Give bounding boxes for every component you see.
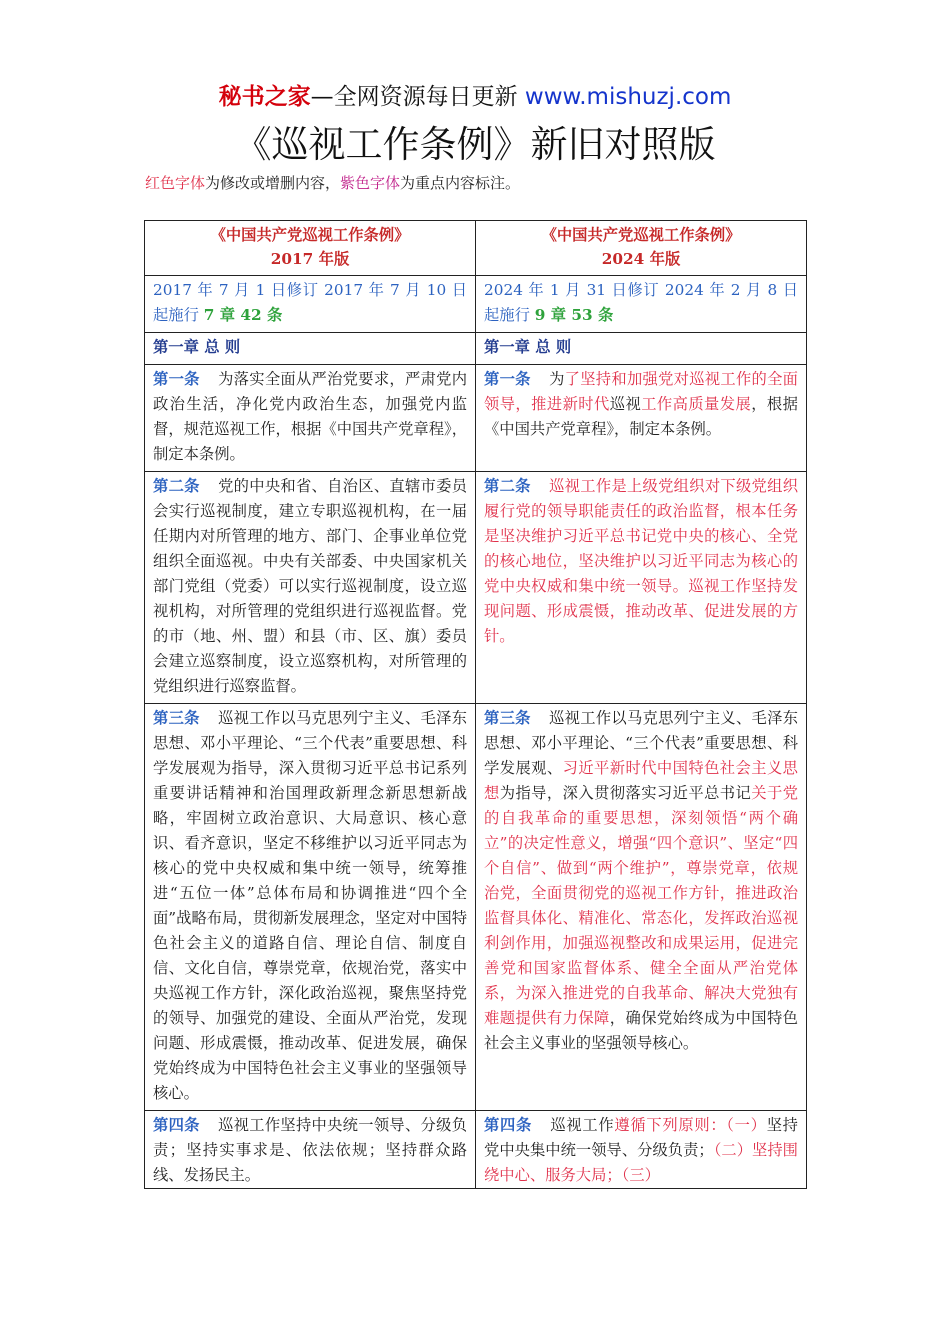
article-text: ，确保党始终成为中国特色社会主义事业的坚强领导核心。 (484, 1009, 798, 1052)
article-label: 第三条 (484, 709, 531, 727)
new-edition: 2024 年版 (601, 250, 681, 268)
document-title: 《巡视工作条例》新旧对照版 (234, 123, 716, 166)
table-row (145, 1111, 807, 1189)
old-article-3 (145, 704, 476, 1111)
table-row (145, 472, 807, 704)
legend-purple-label: 紫色字体 (340, 174, 401, 192)
new-regulation-name: 《中国共产党巡视工作条例》 (541, 226, 741, 244)
old-article-2 (145, 472, 476, 704)
new-article-1 (476, 365, 807, 472)
new-revision-info (476, 276, 807, 333)
old-regulation-name: 《中国共产党巡视工作条例》 (210, 226, 410, 244)
site-header (0, 80, 950, 114)
new-article-4 (476, 1111, 807, 1189)
article-text: 为 (549, 370, 565, 388)
article-label: 第二条 (484, 477, 531, 495)
modified-text: 工作高质量发展 (641, 395, 752, 413)
modified-text: 遵循下列原则：（一） (614, 1116, 767, 1134)
new-version-header (476, 221, 807, 276)
legend-red-desc: 为修改或增删内容， (205, 174, 341, 192)
new-chapter-heading: 第一章 总 则 (476, 333, 807, 365)
article-label: 第一条 (484, 370, 531, 388)
modified-text: 关于党的自我革命的重要思想，深刻领悟“两个确立”的决定性意义，增强“四个意识”、坚定“四个自信”、做到“两个维护”，尊崇党章，依规治党，全面贯彻党的巡视工作方针，推进政治监督具体化、精准化、常态化，发挥政治巡视利剑作用，加强巡视整改和成果运用，促进完善党和国家监督体系、健全全面从严治党体系，为深入推进党的自我革命、解决大党独有难题提供有力保障 (484, 784, 798, 1027)
old-revision-info (145, 276, 476, 333)
article-text: 为指导，深入贯彻落实习近平总书记 (499, 784, 752, 802)
article-label: 第二条 (153, 477, 200, 495)
article-label: 第四条 (484, 1116, 532, 1134)
old-chapter-heading: 第一章 总 则 (145, 333, 476, 365)
article-text: 巡视工作坚持中央统一领导、分级负责；坚持实事求是、依法依规；坚持群众路线、发扬民主。 (153, 1116, 467, 1184)
site-name: 秘书之家 (218, 84, 311, 110)
article-text: 为落实全面从严治党要求，严肃党内政治生活，净化党内政治生态，加强党内监督，规范巡视工作，根据《中国共产党章程》，制定本条例。 (153, 370, 467, 463)
legend-purple-desc: 为重点内容标注。 (400, 174, 521, 192)
new-revision-dates: 2024 年 1 月 31 日修订 2024 年 2 月 8 日起施行 (484, 281, 798, 324)
site-tagline: —全网资源每日更新 (310, 84, 525, 110)
table-row (145, 365, 807, 472)
new-article-3 (476, 704, 807, 1111)
site-url[interactable]: www.mishuzj.com (524, 84, 732, 110)
comparison-table (144, 220, 807, 1189)
old-article-4 (145, 1111, 476, 1189)
article-label: 第四条 (153, 1116, 200, 1134)
old-version-header (145, 221, 476, 276)
table-header-row (145, 221, 807, 276)
modified-text: 习近平新时代中国特色社会主义思想 (484, 759, 798, 802)
modified-text: （二）坚持围绕中心、服务大局；（三） (484, 1141, 798, 1184)
article-text: 巡视 (609, 395, 642, 413)
modified-text: 了坚持和加强党对巡视工作的全面领导，推进新时代 (484, 370, 798, 413)
table-row (145, 276, 807, 333)
old-article-1 (145, 365, 476, 472)
article-text: 巡视工作以马克思列宁主义、毛泽东思想、邓小平理论、“三个代表”重要思想、科学发展观、 (484, 709, 798, 777)
old-revision-dates: 2017 年 7 月 1 日修订 2017 年 7 月 10 日起施行 (153, 281, 467, 324)
article-text: 巡视工作 (550, 1116, 615, 1134)
new-article-2 (476, 472, 807, 704)
legend-red-label: 红色字体 (145, 174, 206, 192)
legend (145, 172, 520, 194)
new-chapter-count: 9 章 53 条 (534, 306, 614, 324)
article-label: 第三条 (153, 709, 200, 727)
article-label: 第一条 (153, 370, 200, 388)
article-text: 巡视工作以马克思列宁主义、毛泽东思想、邓小平理论、“三个代表”重要思想、科学发展观为指导，深入贯彻习近平总书记系列重要讲话精神和治国理政新理念新思想新战略，牢固树立政治意识、大局意识、核心意识、看齐意识，坚定不移维护以习近平同志为核心的党中央权威和集中统一领导，统筹推进“五位一体”总体布局和协调推进“四个全面”战略布局，贯彻新发展理念，坚定对中国特色社会主义的道路自信、理论自信、制度自信、文化自信，尊崇党章，依规治党，落实中央巡视工作方针，深化政治巡视，聚焦坚持党的领导、加强党的建设、全面从严治党，发现问题、形成震慑，推动改革、促进发展，确保党始终成为中国特色社会主义事业的坚强领导核心。 (153, 709, 467, 1102)
table-row (145, 704, 807, 1111)
modified-text: 巡视工作是上级党组织对下级党组织履行党的领导职能责任的政治监督，根本任务是坚决维护习近平总书记党中央的核心、全党的核心地位，坚决维护以习近平同志为核心的党中央权威和集中统一领导。巡视工作坚持发现问题、形成震慑，推动改革、促进发展的方针。 (484, 477, 798, 645)
article-text: 坚持党中央集中统一领导、分级负责； (484, 1116, 798, 1159)
old-chapter-count: 7 章 42 条 (203, 306, 283, 324)
old-edition: 2017 年版 (270, 250, 350, 268)
article-text: ，根据《中国共产党章程》，制定本条例。 (484, 395, 798, 438)
article-text: 党的中央和省、自治区、直辖市委员会实行巡视制度，建立专职巡视机构，在一届任期内对所管理的地方、部门、企事业单位党组织全面巡视。中央有关部委、中央国家机关部门党组（党委）可以实行巡视制度，设立巡视机构，对所管理的党组织进行巡视监督。党的市（地、州、盟）和县（市、区、旗）委员会建立巡察制度，设立巡察机构，对所管理的党组织进行巡察监督。 (153, 477, 467, 695)
table-row (145, 333, 807, 365)
